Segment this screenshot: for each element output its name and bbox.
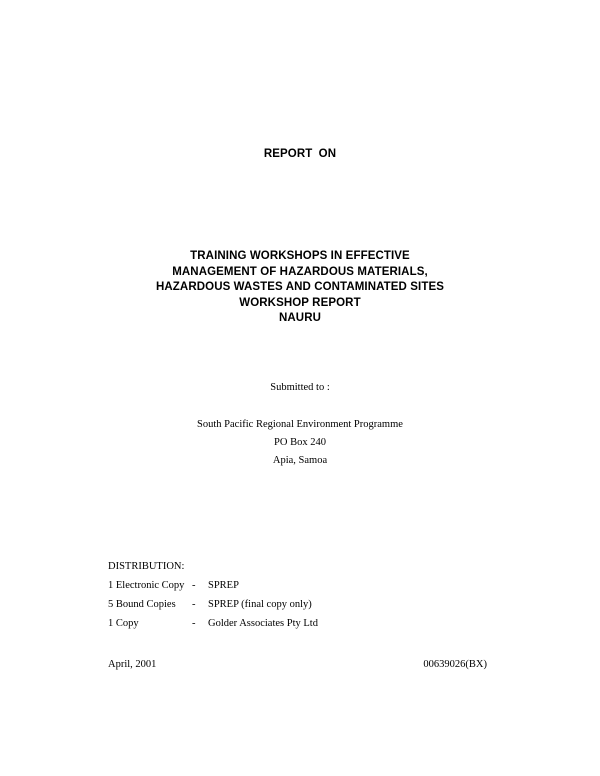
distribution-quantity: 5 Bound Copies	[108, 599, 176, 610]
submitted-to-label: Submitted to :	[270, 382, 330, 393]
title-line-country: NAURU	[278, 312, 322, 324]
title-line-workshop-report: WORKSHOP REPORT	[239, 296, 361, 309]
recipient-address	[0, 416, 600, 470]
address-po-box: PO Box 240	[274, 437, 326, 448]
address-city: Apia, Samoa	[272, 455, 328, 466]
distribution-dash: -	[192, 599, 196, 610]
distribution-recipient: SPREP	[208, 580, 239, 591]
distribution-dash: -	[192, 618, 196, 629]
report-reference-number: 00639026(BX)	[423, 659, 487, 670]
report-date: April, 2001	[108, 659, 157, 670]
distribution-list	[108, 557, 508, 633]
distribution-row	[108, 595, 508, 614]
report-heading: REPORT ON	[263, 148, 337, 160]
report-title	[0, 249, 600, 327]
address-organisation: South Pacific Regional Environment Programme	[197, 419, 403, 430]
distribution-quantity: 1 Electronic Copy	[108, 580, 185, 591]
distribution-heading: DISTRIBUTION:	[108, 561, 185, 572]
distribution-quantity: 1 Copy	[108, 618, 139, 629]
distribution-row	[108, 576, 508, 595]
title-line: TRAINING WORKSHOPS IN EFFECTIVE	[190, 250, 410, 262]
distribution-dash: -	[192, 580, 196, 591]
distribution-recipient: SPREP (final copy only)	[208, 599, 312, 610]
title-line: HAZARDOUS WASTES AND CONTAMINATED SITES	[156, 281, 444, 293]
title-line: MANAGEMENT OF HAZARDOUS MATERIALS,	[172, 265, 428, 278]
distribution-row	[108, 614, 508, 633]
distribution-recipient: Golder Associates Pty Ltd	[208, 618, 318, 629]
